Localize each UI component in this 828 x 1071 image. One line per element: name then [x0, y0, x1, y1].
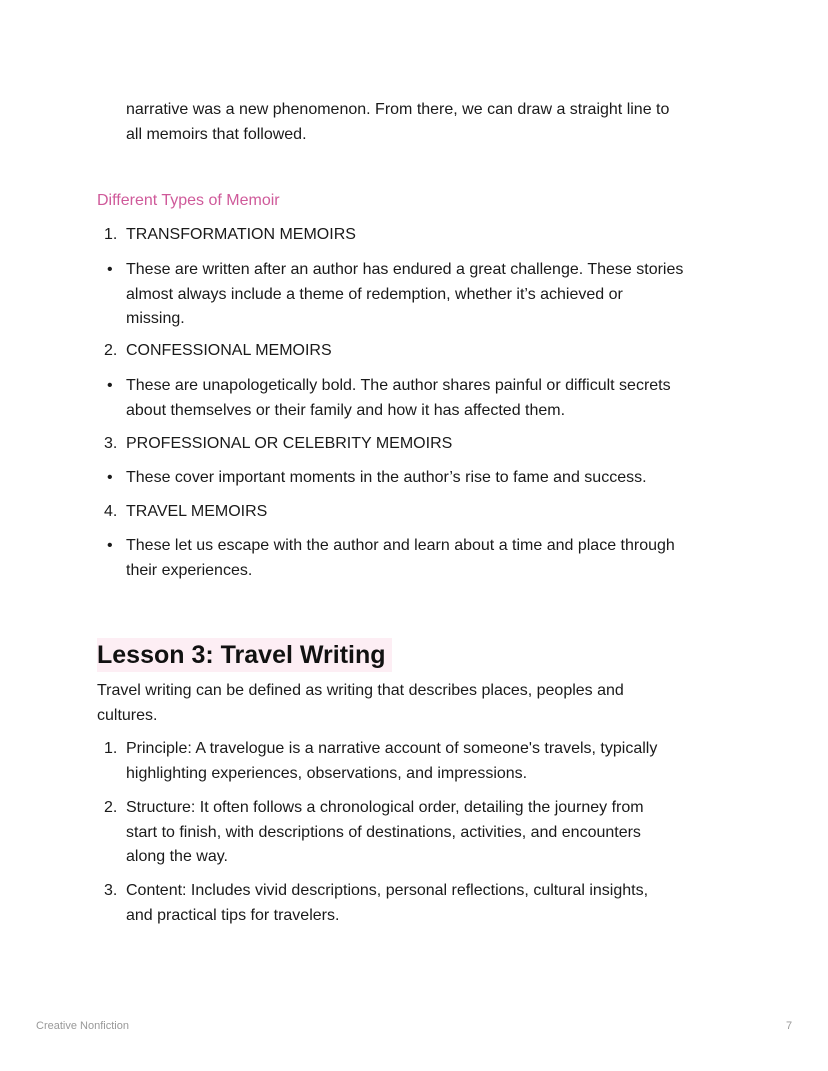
text-line: These are unapologetically bold. The author shares painful or difficult secrets	[126, 377, 671, 394]
text-line: These let us escape with the author and learn about a time and place through	[126, 537, 675, 554]
list-number: 2.	[104, 342, 118, 359]
memoir-type-description	[126, 258, 746, 332]
list-number: 4.	[104, 503, 118, 520]
lesson-intro-paragraph	[97, 679, 747, 728]
text-line: narrative was a new phenomenon. From there, we can draw a straight line to	[126, 101, 670, 118]
text-line: almost always include a theme of redemption, whether it’s achieved or	[126, 285, 623, 303]
memoir-type-title: PROFESSIONAL OR CELEBRITY MEMOIRS	[126, 435, 453, 452]
list-number: 1.	[104, 740, 118, 757]
memoir-type-title: CONFESSIONAL MEMOIRS	[126, 342, 332, 359]
bullet-icon: •	[107, 377, 113, 394]
list-number: 1.	[104, 226, 118, 243]
text-line: and practical tips for travelers.	[126, 906, 340, 924]
text-line: about themselves or their family and how it has affected them.	[126, 401, 566, 419]
text-line: These cover important moments in the author’s rise to fame and success.	[126, 469, 647, 486]
memoir-types-heading: Different Types of Memoir	[97, 192, 280, 209]
lesson-heading: Lesson 3: Travel Writing	[97, 638, 392, 672]
bullet-icon: •	[107, 261, 113, 278]
text-line: These are written after an author has endured a great challenge. These stories	[126, 261, 684, 278]
text-line: Content: Includes vivid descriptions, personal reflections, cultural insights,	[126, 882, 649, 899]
lesson-list-item	[126, 796, 746, 870]
text-line: Structure: It often follows a chronological order, detailing the journey from	[126, 799, 644, 816]
bullet-icon: •	[107, 469, 113, 486]
memoir-type-title: TRANSFORMATION MEMOIRS	[126, 226, 356, 243]
list-number: 2.	[104, 799, 118, 816]
text-line: Principle: A travelogue is a narrative account of someone's travels, typically	[126, 740, 658, 757]
list-number: 3.	[104, 882, 118, 899]
lesson-list-item	[126, 737, 746, 786]
text-line: start to finish, with descriptions of destinations, activities, and encounters	[126, 823, 641, 841]
memoir-type-description	[126, 534, 746, 583]
memoir-type-description	[126, 374, 746, 423]
footer-title: Creative Nonfiction	[36, 1020, 129, 1032]
lesson-list-item	[126, 879, 746, 928]
text-line: Travel writing can be defined as writing that describes places, peoples and	[97, 682, 624, 699]
text-line: all memoirs that followed.	[126, 125, 307, 143]
list-number: 3.	[104, 435, 118, 452]
page-number: 7	[786, 1020, 793, 1032]
text-line: cultures.	[97, 706, 158, 724]
text-line: missing.	[126, 310, 185, 327]
text-line: their experiences.	[126, 561, 253, 579]
bullet-icon: •	[107, 537, 113, 554]
intro-paragraph	[126, 98, 746, 147]
memoir-type-title: TRAVEL MEMOIRS	[126, 503, 268, 520]
text-line: along the way.	[126, 848, 228, 865]
text-line: highlighting experiences, observations, and impressions.	[126, 764, 528, 782]
memoir-type-description	[126, 466, 746, 491]
